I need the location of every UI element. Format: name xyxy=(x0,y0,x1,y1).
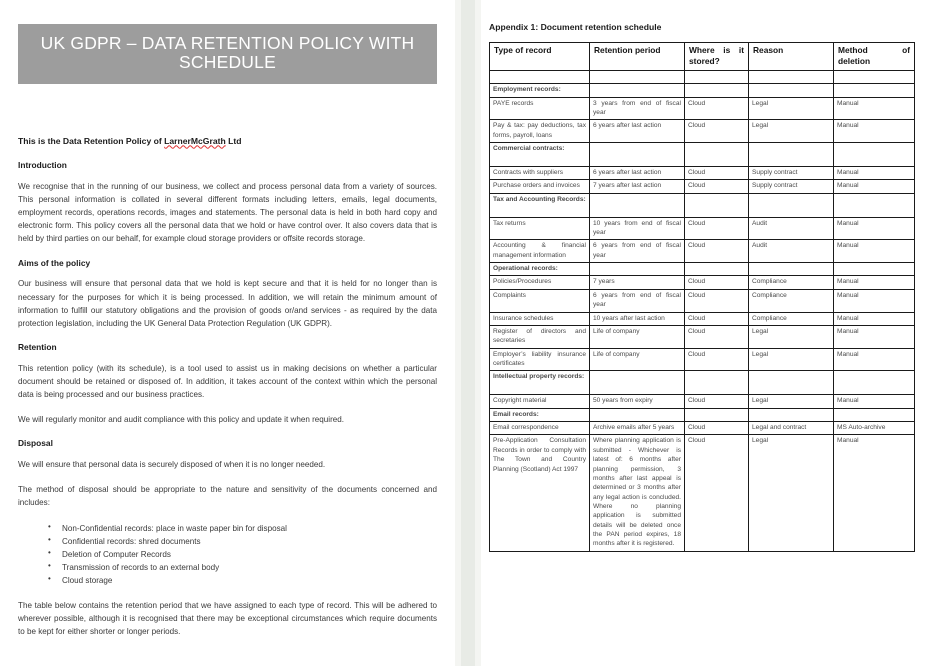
table-cell xyxy=(685,142,749,166)
lead-prefix: This is the Data Retention Policy of xyxy=(18,135,165,146)
table-cell: Pay & tax: pay deductions, tax forms, payroll, loans xyxy=(490,120,590,143)
table-cell xyxy=(749,371,834,395)
table-cell xyxy=(590,371,685,395)
section-paragraph: We will regularly monitor and audit compliance with this policy and update it when required. xyxy=(18,415,345,425)
table-row xyxy=(490,97,915,120)
table-cell xyxy=(590,84,685,97)
table-cell: Manual xyxy=(834,180,915,193)
table-cell xyxy=(749,263,834,276)
list-item: • Confidential records: shred documents xyxy=(48,535,437,548)
table-cell: Archive emails after 5 years xyxy=(590,422,685,435)
table-cell: Where planning application is submitted - Whichever is latest of: 6 months after planning permission, 3 months after last appeal is determined or 3 months after any legal action is concluded. Where no planning application is submitted details will be deleted once the PAN period expires, 18 months after it is registered. xyxy=(590,435,685,551)
table-row-blank xyxy=(490,71,915,84)
table-cell: Employer’s liability insurance certificates xyxy=(490,348,590,371)
table-cell: Cloud xyxy=(685,435,749,551)
table-cell xyxy=(749,142,834,166)
table-cell: Manual xyxy=(834,240,915,263)
table-row xyxy=(490,435,915,551)
table-cell xyxy=(685,193,749,217)
table-cell: Purchase orders and invoices xyxy=(490,180,590,193)
column-header: Retention period xyxy=(590,43,685,71)
table-cell xyxy=(685,84,749,97)
table-cell: Life of company xyxy=(590,348,685,371)
column-header: Method of deletion xyxy=(834,43,915,71)
table-cell: Manual xyxy=(834,312,915,325)
category-label: Employment records: xyxy=(490,84,590,97)
table-row xyxy=(490,120,915,143)
table-body xyxy=(490,71,915,552)
table-cell: Manual xyxy=(834,276,915,289)
company-name-misspelled: LarnerMcGrath xyxy=(164,135,226,146)
table-cell: Manual xyxy=(834,166,915,179)
table-cell: Legal xyxy=(749,120,834,143)
column-header: Type of record xyxy=(490,43,590,71)
table-row xyxy=(490,166,915,179)
table-cell: 50 years from expiry xyxy=(590,395,685,408)
table-cell: Legal xyxy=(749,348,834,371)
table-cell: 10 years after last action xyxy=(590,312,685,325)
section-heading: Retention xyxy=(18,341,57,352)
table-row xyxy=(490,422,915,435)
table-cell xyxy=(834,142,915,166)
category-label: Tax and Accounting Records: xyxy=(490,193,590,217)
section-paragraph: We will ensure that personal data is securely disposed of when it is no longer needed. xyxy=(18,460,326,470)
table-row xyxy=(490,180,915,193)
table-cell: 7 years xyxy=(590,276,685,289)
table-row-category xyxy=(490,193,915,217)
table-row-category xyxy=(490,263,915,276)
table-cell: 7 years after last action xyxy=(590,180,685,193)
table-cell xyxy=(834,371,915,395)
table-cell xyxy=(685,263,749,276)
table-cell xyxy=(834,408,915,421)
table-cell xyxy=(834,71,915,84)
table-cell xyxy=(590,142,685,166)
table-cell: 6 years after last action xyxy=(590,166,685,179)
table-row xyxy=(490,240,915,263)
list-item: • Transmission of records to an external body xyxy=(48,561,437,574)
table-cell: Manual xyxy=(834,289,915,312)
section-paragraph: Our business will ensure that personal data that we hold is kept secure and that it is held for no longer than is necessary for the purposes for which it is being processed. In addition, we will retain the minimum amount of information to fulfill our statutory obligations and the provision of goods or/and services - as required by the data protection legislation, including the UK General Data Protection Regulation (UK GDPR). xyxy=(18,279,437,328)
table-row xyxy=(490,395,915,408)
table-cell: Legal xyxy=(749,435,834,551)
table-cell: Cloud xyxy=(685,120,749,143)
table-cell: Manual xyxy=(834,97,915,120)
table-row-category xyxy=(490,84,915,97)
table-cell: Complaints xyxy=(490,289,590,312)
table-cell: Manual xyxy=(834,120,915,143)
table-cell: Pre-Application Consultation Records in order to comply with The Town and Country Planning (Scotland) Act 1997 xyxy=(490,435,590,551)
table-cell xyxy=(685,71,749,84)
table-row xyxy=(490,276,915,289)
section-paragraph: The method of disposal should be appropriate to the nature and sensitivity of the documents concerned and includes: xyxy=(18,485,437,508)
list-item: • Non-Confidential records: place in waste paper bin for disposal xyxy=(48,522,437,535)
table-cell: Cloud xyxy=(685,240,749,263)
policy-body xyxy=(14,136,441,639)
lead-suffix: Ltd xyxy=(225,135,242,146)
table-cell: 6 years after last action xyxy=(590,120,685,143)
table-cell: Manual xyxy=(834,325,915,348)
table-cell: Supply contract xyxy=(749,180,834,193)
column-header: Where is it stored? xyxy=(685,43,749,71)
table-cell: Audit xyxy=(749,240,834,263)
table-cell: Legal and contract xyxy=(749,422,834,435)
table-cell: Insurance schedules xyxy=(490,312,590,325)
closing-paragraph: The table below contains the retention period that we have assigned to each type of record. This will be adhered to wherever possible, although it is recognised that there may be exceptional circumstances which require documents to be kept for either shorter or longer periods. xyxy=(18,601,437,637)
table-cell: Cloud xyxy=(685,217,749,240)
category-label: Operational records: xyxy=(490,263,590,276)
table-row xyxy=(490,312,915,325)
table-cell xyxy=(749,193,834,217)
table-row xyxy=(490,325,915,348)
policy-lead-line xyxy=(18,136,437,148)
table-cell xyxy=(749,408,834,421)
table-cell: Copyright material xyxy=(490,395,590,408)
table-cell: Accounting & financial management information xyxy=(490,240,590,263)
table-cell xyxy=(834,84,915,97)
table-cell: PAYE records xyxy=(490,97,590,120)
table-cell: Contracts with suppliers xyxy=(490,166,590,179)
table-cell: Compliance xyxy=(749,289,834,312)
table-cell: Cloud xyxy=(685,312,749,325)
table-cell: Register of directors and secretaries xyxy=(490,325,590,348)
disposal-methods-list xyxy=(18,522,437,588)
table-row xyxy=(490,348,915,371)
page-gutter xyxy=(455,0,481,666)
table-cell: Cloud xyxy=(685,395,749,408)
section-paragraph: We recognise that in the running of our business, we collect and process personal data from a variety of sources. This personal information is collated in several different formats including letters, emails, legal documents, employment records, operations records, images and statements. The personal data is held in both hard copy and electronic form. This policy covers all the personal data that we hold or have control over. It also covers data that is held by third parties on our behalf, for example cloud storage providers or offsite records storage. xyxy=(18,182,437,244)
table-row xyxy=(490,217,915,240)
table-cell: 3 years from end of fiscal year xyxy=(590,97,685,120)
table-cell xyxy=(590,71,685,84)
table-header-row xyxy=(490,43,915,71)
table-cell: MS Auto-archive xyxy=(834,422,915,435)
table-row-category xyxy=(490,371,915,395)
list-item: • Cloud storage xyxy=(48,574,437,587)
table-cell: Cloud xyxy=(685,289,749,312)
table-cell: Legal xyxy=(749,395,834,408)
table-cell: Policies/Procedures xyxy=(490,276,590,289)
section-heading: Disposal xyxy=(18,438,53,449)
page-right xyxy=(481,0,941,666)
table-cell xyxy=(490,71,590,84)
table-cell xyxy=(590,263,685,276)
table-cell: Legal xyxy=(749,325,834,348)
table-row-category xyxy=(490,408,915,421)
table-cell xyxy=(749,84,834,97)
table-cell: Cloud xyxy=(685,97,749,120)
table-cell: Manual xyxy=(834,217,915,240)
category-label: Intellectual property records: xyxy=(490,371,590,395)
table-cell xyxy=(590,193,685,217)
table-cell xyxy=(834,193,915,217)
table-cell: Compliance xyxy=(749,312,834,325)
column-header: Reason xyxy=(749,43,834,71)
table-row xyxy=(490,289,915,312)
table-cell: Cloud xyxy=(685,422,749,435)
page-left xyxy=(0,0,455,666)
table-cell: Cloud xyxy=(685,276,749,289)
table-cell: Life of company xyxy=(590,325,685,348)
appendix-title: Appendix 1: Document retention schedule xyxy=(489,22,662,32)
table-cell: Cloud xyxy=(685,348,749,371)
policy-sections xyxy=(18,160,437,509)
table-cell xyxy=(834,263,915,276)
table-cell: 6 years from end of fiscal year xyxy=(590,240,685,263)
table-row-category xyxy=(490,142,915,166)
table-cell: Manual xyxy=(834,435,915,551)
category-label: Commercial contracts: xyxy=(490,142,590,166)
section-paragraph: This retention policy (with its schedule), is a tool used to assist us in making decisions on whether a particular document should be retained or disposed of. In addition, it takes account of the context within which the personal data is being processed and our business practices. xyxy=(18,363,437,400)
table-cell: Cloud xyxy=(685,325,749,348)
table-cell: Manual xyxy=(834,348,915,371)
table-cell: 6 years from end of fiscal year xyxy=(590,289,685,312)
table-cell: Tax returns xyxy=(490,217,590,240)
document-title-banner: UK GDPR – DATA RETENTION POLICY WITH SCHEDULE xyxy=(18,24,437,84)
list-item: • Deletion of Computer Records xyxy=(48,548,437,561)
table-cell: Compliance xyxy=(749,276,834,289)
table-cell xyxy=(685,408,749,421)
table-cell: Manual xyxy=(834,395,915,408)
table-cell: 10 years from end of fiscal year xyxy=(590,217,685,240)
table-cell: Email correspondence xyxy=(490,422,590,435)
table-cell: Audit xyxy=(749,217,834,240)
section-heading: Aims of the policy xyxy=(18,257,91,268)
table-cell xyxy=(590,408,685,421)
table-cell: Cloud xyxy=(685,180,749,193)
table-cell xyxy=(749,71,834,84)
retention-schedule-table xyxy=(489,42,915,552)
section-heading: Introduction xyxy=(18,160,67,171)
table-header xyxy=(490,43,915,71)
category-label: Email records: xyxy=(490,408,590,421)
table-cell: Supply contract xyxy=(749,166,834,179)
table-cell: Cloud xyxy=(685,166,749,179)
table-cell xyxy=(685,371,749,395)
table-cell: Legal xyxy=(749,97,834,120)
